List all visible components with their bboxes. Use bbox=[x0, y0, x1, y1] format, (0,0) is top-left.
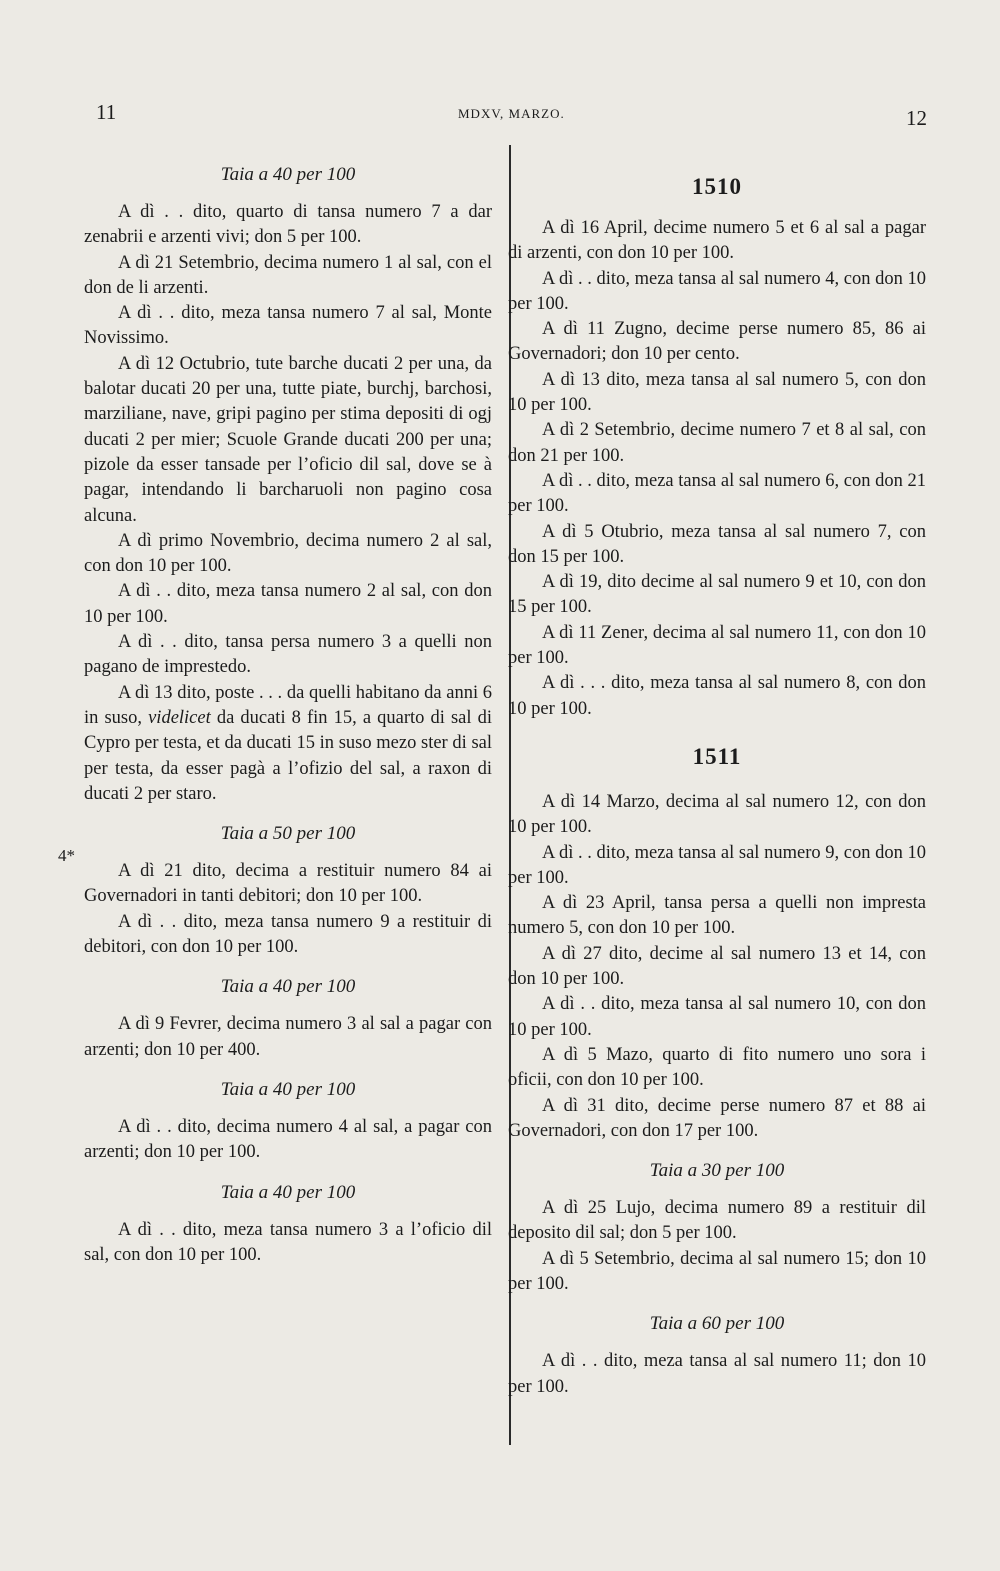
year-heading: 1511 bbox=[692, 743, 742, 769]
entry-paragraph: A dì 11 Zener, decima al sal numero 11, con don 10 per 100. bbox=[508, 622, 926, 669]
entry-paragraph: A dì 21 Setembrio, decima numero 1 al sal, con el don de li arzenti. bbox=[84, 252, 492, 298]
entry-paragraph: A dì . . dito, meza tansa numero 2 al sal, con don 10 per 100. bbox=[84, 581, 492, 627]
entry-paragraph: A dì 25 Lujo, decima numero 89 a restituir dil deposito dil sal; don 5 per 100. bbox=[508, 1198, 926, 1244]
right-column bbox=[508, 170, 926, 1400]
entry-paragraph: A dì 23 April, tansa persa a quelli non impresta numero 5, con don 10 per 100. bbox=[508, 893, 926, 939]
entry-paragraph: A dì 5 Mazo, quarto di fito numero uno sora i oficii, con don 10 per 100. bbox=[508, 1044, 926, 1091]
entry-emphasis: videlicet bbox=[148, 707, 211, 728]
entry-paragraph: A dì . . dito, meza tansa al sal numero 10, con don 10 per 100. bbox=[508, 994, 926, 1040]
entry-paragraph: A dì 13 dito, meza tansa al sal numero 5, con don 10 per 100. bbox=[508, 369, 926, 416]
entry-paragraph: A dì 5 Setembrio, decima al sal numero 15; don 10 per 100. bbox=[508, 1248, 926, 1294]
entry-paragraph: A dì 14 Marzo, decima al sal numero 12, con don 10 per 100. bbox=[508, 791, 926, 838]
entry-paragraph: A dì . . dito, decima numero 4 al sal, a pagar con arzenti; don 10 per 100. bbox=[84, 1116, 492, 1163]
section-heading: Taia a 40 per 100 bbox=[220, 1181, 356, 1203]
entry-paragraph: A dì 12 Octubrio, tute barche ducati 2 per una, da balotar ducati 20 per una, tutte piate, burchj, barchosi, marziliane, nave, gripi pagino per stima depositi di ogj ducati 2 per mier; Scuole Grande ducati 200 per una; pizole da esser tansade per l’oficio dil sal, dove se à pagar, intendando li barcharuoli non pagino cosa alcuna. bbox=[84, 353, 492, 526]
entry-paragraph: A dì 27 dito, decime al sal numero 13 et 14, con don 10 per 100. bbox=[508, 943, 926, 990]
section-heading: Taia a 40 per 100 bbox=[220, 164, 356, 185]
entry-paragraph: A dì . . dito, meza tansa al sal numero 9, con don 10 per 100. bbox=[508, 842, 926, 888]
entry-paragraph: A dì . . dito, quarto di tansa numero 7 a dar zenabrii e arzenti vivi; don 5 per 100. bbox=[84, 202, 492, 248]
entry-paragraph: A dì . . . dito, meza tansa al sal numero 8, con don 10 per 100. bbox=[508, 673, 926, 719]
entry-paragraph: A dì 19, dito decime al sal numero 9 et 10, con don 15 per 100. bbox=[508, 572, 926, 618]
section-heading: Taia a 50 per 100 bbox=[220, 823, 356, 845]
running-head bbox=[0, 100, 1000, 130]
entry-text: da ducati 8 fin 15, a quarto di sal di Cypro per testa, et da ducati 15 in suso mezo ster di sal per testa, da esser pagà a l’ofizio del sal, a raxon di ducati 2 per staro. bbox=[84, 707, 492, 804]
entry-paragraph: A dì . . dito, meza tansa al sal numero 6, con don 21 per 100. bbox=[508, 470, 926, 517]
section-heading: Taia a 40 per 100 bbox=[220, 1078, 356, 1100]
entry-paragraph: A dì 31 dito, decime perse numero 87 et 88 ai Governadori, con don 17 per 100. bbox=[508, 1095, 926, 1141]
section-heading: Taia a 60 per 100 bbox=[649, 1313, 785, 1335]
page-number-right: 12 bbox=[906, 106, 927, 130]
entry-paragraph: A dì 16 April, decime numero 5 et 6 al sal a pagar di arzenti, con don 10 per 100. bbox=[508, 218, 926, 264]
entry-paragraph bbox=[84, 681, 492, 807]
entry-paragraph: A dì 5 Otubrio, meza tansa al sal numero 7, con don 15 per 100. bbox=[508, 521, 926, 567]
margin-mark: 4* bbox=[58, 846, 75, 865]
section-heading: Taia a 30 per 100 bbox=[649, 1160, 785, 1182]
entry-paragraph: A dì . . dito, meza tansa numero 9 a restituir di debitori, con don 10 per 100. bbox=[84, 911, 492, 958]
running-title: MDXV, MARZO. bbox=[458, 106, 565, 121]
left-column bbox=[84, 163, 492, 1268]
entry-paragraph: A dì . . dito, meza tansa al sal numero 11; don 10 per 100. bbox=[508, 1351, 926, 1397]
entry-paragraph: A dì . . dito, meza tansa numero 7 al sal, Monte Novissimo. bbox=[84, 303, 492, 349]
section-heading: Taia a 40 per 100 bbox=[220, 976, 356, 998]
entry-paragraph: A dì primo Novembrio, decima numero 2 al sal, con don 10 per 100. bbox=[84, 530, 492, 577]
year-heading: 1510 bbox=[692, 174, 742, 199]
entry-paragraph: A dì . . dito, meza tansa al sal numero 4, con don 10 per 100. bbox=[508, 268, 926, 314]
entry-paragraph: A dì 2 Setembrio, decime numero 7 et 8 al sal, con don 21 per 100. bbox=[508, 420, 926, 466]
entry-text: A dì 13 dito, poste . . . da quelli habitano da anni 6 in suso, bbox=[84, 682, 492, 728]
entry-paragraph: A dì . . dito, tansa persa numero 3 a quelli non pagano de imprestedo. bbox=[84, 632, 492, 678]
entry-paragraph: A dì 9 Fevrer, decima numero 3 al sal a pagar con arzenti; don 10 per 400. bbox=[84, 1014, 492, 1060]
entry-paragraph: A dì 21 dito, decima a restituir numero 84 ai Governadori in tanti debitori; don 10 per 100. bbox=[84, 861, 492, 907]
entry-paragraph: A dì 11 Zugno, decime perse numero 85, 86 ai Governadori; don 10 per cento. bbox=[508, 319, 926, 365]
page-number-left: 11 bbox=[96, 100, 117, 124]
entry-paragraph: A dì . . dito, meza tansa numero 3 a l’oficio dil sal, con don 10 per 100. bbox=[84, 1219, 492, 1265]
